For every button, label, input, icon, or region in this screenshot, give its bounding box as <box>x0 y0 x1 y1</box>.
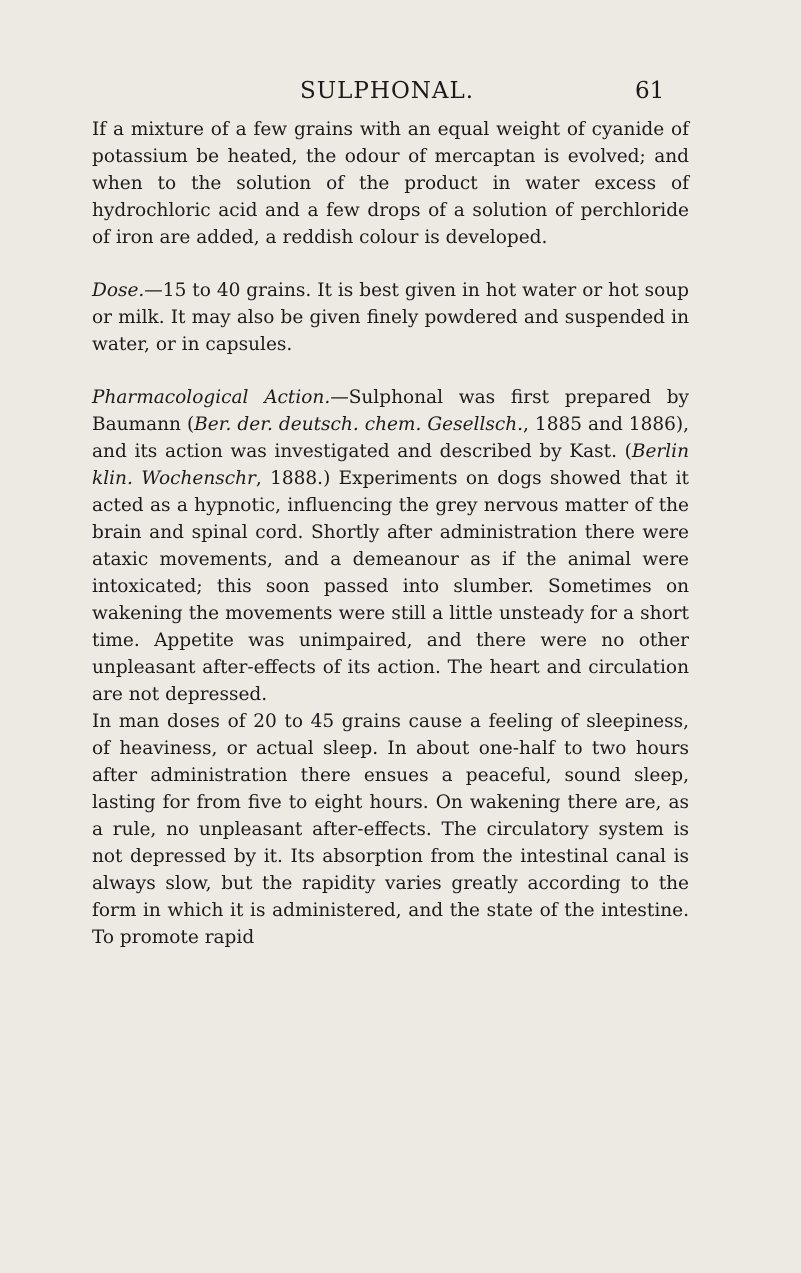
paragraph-text: —15 to 40 grains. It is best given in hot water or hot soup or milk. It may also be given finely powdered and suspended in water, or in capsules. <box>92 280 689 355</box>
paragraph-text: , 1888.) Experiments on dogs showed that it acted as a hypnotic, influencing the grey nervous matter of the brain and spinal cord. Shortly after administration there were ataxic movements, and a demeanour as if the animal were intoxicated; this soon passed into slumber. Sometimes on wakening the movements were still a little unsteady for a short time. Appetite was unimpaired, and there were no other unpleasant after-effects of its action. The heart and circulation are not depressed. <box>92 468 689 705</box>
paragraph-effects-in-man <box>92 708 689 951</box>
dose-heading: Dose. <box>92 280 145 301</box>
paragraph-text: If a mixture of a few grains with an equal weight of cyanide of potassium be heated, the odour of mercaptan is evolved; and when to the solution of the product in water excess of hydrochloric acid and a few drops of a solution of perchloride of iron are added, a reddish colour is developed. <box>92 119 689 248</box>
paragraph-text: , 1885 and 1886), and its action was investigated and described by Kast. ( <box>92 414 689 462</box>
paragraph-text: In man doses of 20 to 45 grains cause a feeling of sleepiness, of heaviness, or actual sleep. In about one-half to two hours after administration there ensues a peaceful, sound sleep, lasting for from five to eight hours. On wakening there are, as a rule, no unpleasant after-effects. The circulatory system is not depressed by it. Its absorption from the intestinal canal is always slow, but the rapidity varies greatly according to the form in which it is administered, and the state of the intestine. To promote rapid <box>92 711 689 948</box>
paragraph-dose <box>92 277 689 358</box>
citation-baumann: Ber. der. deutsch. chem. Gesellsch. <box>194 414 524 435</box>
paragraph-mercaptan-test <box>92 116 689 251</box>
page-number: 61 <box>635 78 665 104</box>
running-head <box>0 74 801 108</box>
body-text <box>92 116 689 951</box>
pharmacological-action-heading: Pharmacological Action. <box>92 387 331 408</box>
paragraph-text: —Sulphonal was first prepared by Baumann ( <box>92 387 689 435</box>
citation-kast: Berlin klin. Wochenschr <box>92 441 689 489</box>
running-title: SULPHONAL. <box>300 78 475 104</box>
paragraph-pharmacological-action <box>92 384 689 708</box>
